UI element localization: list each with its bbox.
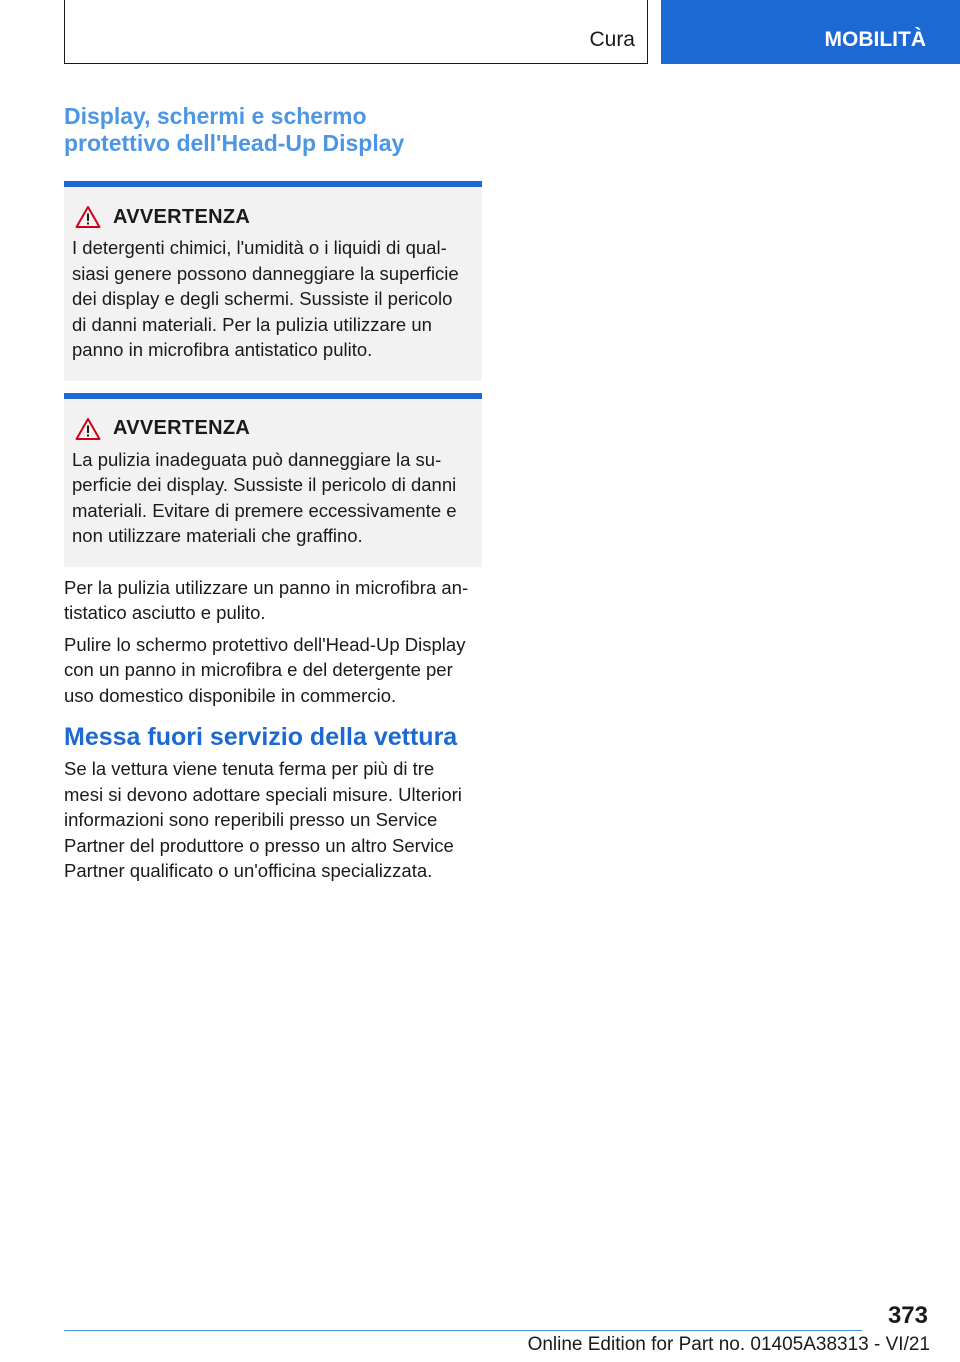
section-title-line: protettivo dell'Head-Up Display (64, 130, 405, 156)
body-paragraph (64, 632, 482, 709)
section-title-line: Display, schermi e schermo (64, 103, 367, 129)
page-number: 373 (887, 1302, 928, 1329)
warning-box-2 (64, 393, 482, 567)
main-column (64, 103, 482, 884)
body-line: informazioni sono reperibili presso un Service (64, 809, 438, 830)
body-line: Partner qualificato o un'officina specializzata. (64, 860, 433, 881)
footer-edition: Online Edition for Part no. 01405A38313 - VI/21 (527, 1334, 930, 1355)
body-line: Partner del produttore o presso un altro Service (64, 834, 454, 856)
warning-line: panno in microfibra antistatico pulito. (72, 339, 373, 360)
warning-line: siasi genere possono danneggiare la superficie (72, 262, 459, 284)
warning-header (72, 205, 474, 229)
warning-line: materiali. Evitare di premere eccessivamente e (72, 499, 457, 521)
warning-line: dei display e degli schermi. Sussiste il pericolo (72, 288, 453, 309)
body-line: Per la pulizia utilizzare un panno in microfibra an- (64, 576, 469, 598)
footer-divider (64, 1330, 862, 1331)
warning-triangle-icon (75, 417, 101, 441)
running-header-frame (64, 0, 648, 64)
body-line: mesi si devono adottare speciali misure. Ulteriori (64, 783, 462, 805)
warning-text (72, 235, 474, 363)
body-line: Pulire lo schermo protettivo dell'Head-Up Display (64, 633, 466, 655)
warning-header (72, 417, 474, 441)
header-chapter-label: MOBILITÀ (824, 28, 926, 51)
body-line: uso domestico disponibile in commercio. (64, 684, 397, 706)
warning-triangle-icon (75, 205, 101, 229)
warning-line: La pulizia inadeguata può danneggiare la su- (72, 448, 442, 470)
body-paragraph (64, 756, 482, 884)
header-section-title: Cura (589, 28, 635, 51)
warning-title: AVVERTENZA (113, 417, 251, 439)
warning-line: di danni materiali. Per la pulizia utilizzare un (72, 313, 432, 335)
warning-text (72, 447, 474, 549)
body-line: Se la vettura viene tenuta ferma per più di tre (64, 758, 435, 779)
section-title-decommissioning: Messa fuori servizio della vettura (64, 723, 458, 751)
body-paragraph (64, 575, 482, 626)
warning-line: non utilizzare materiali che graffino. (72, 525, 363, 546)
warning-box-1 (64, 181, 482, 381)
warning-title: AVVERTENZA (113, 205, 251, 228)
header-chapter-tab (661, 0, 960, 64)
body-line: tistatico asciutto e pulito. (64, 602, 266, 623)
warning-line: perficie dei display. Sussiste il pericolo di danni (72, 474, 457, 495)
warning-line: I detergenti chimici, l'umidità o i liquidi di qual- (72, 237, 447, 258)
body-line: con un panno in microfibra e del detergente per (64, 659, 453, 680)
section-title-display-cleaning (64, 103, 482, 157)
